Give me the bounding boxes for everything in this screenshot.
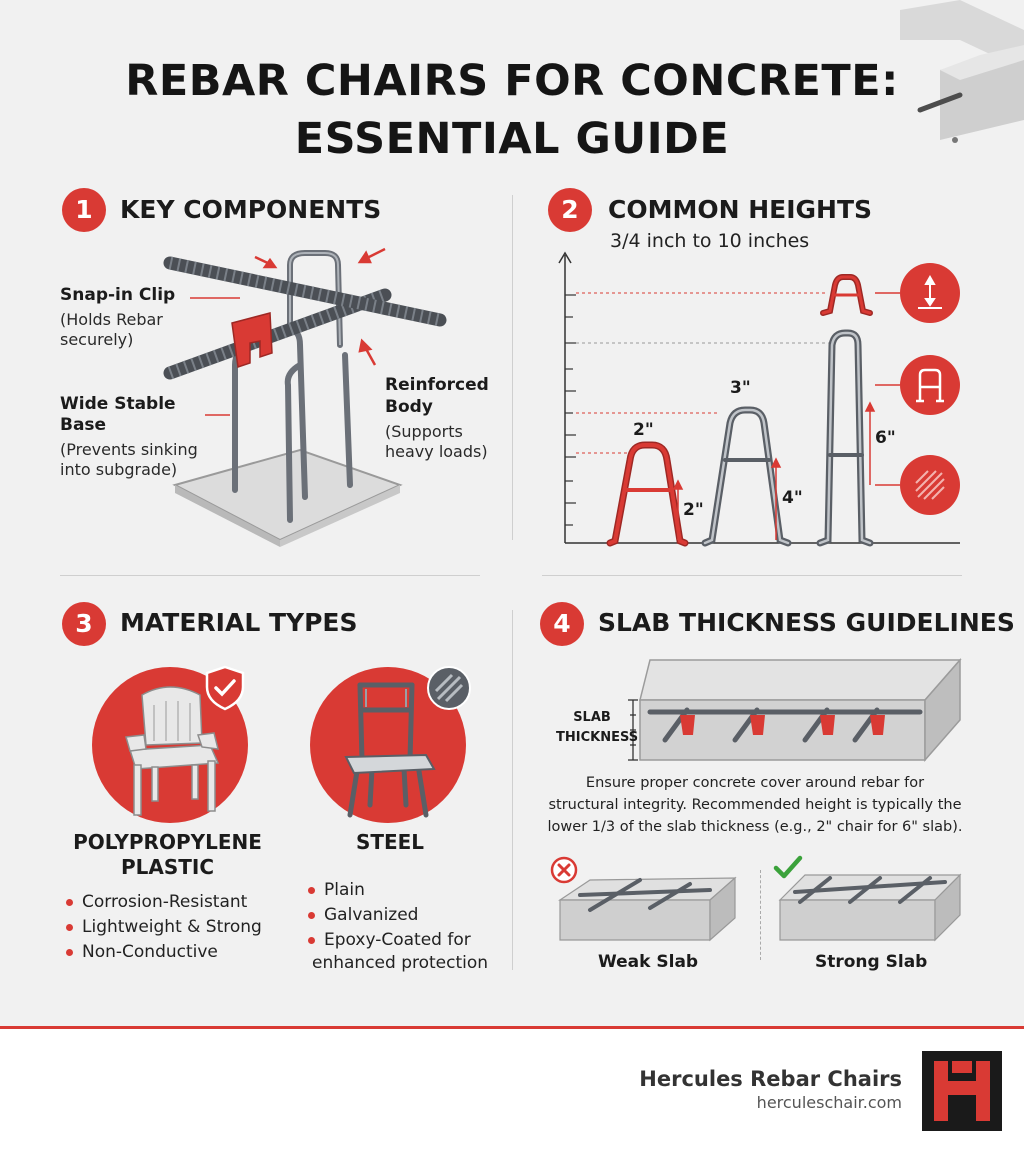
section-number-3: 3 [62, 602, 106, 646]
slab-thickness-label [556, 708, 639, 748]
base-desc-line1: (Prevents sinking [60, 440, 198, 459]
dim-tall-label: 6" [875, 428, 896, 448]
divider-vertical-bottom [512, 610, 513, 970]
chair-snap-clip [232, 313, 272, 367]
page-title [0, 52, 1024, 168]
divider-horizontal-right [542, 575, 962, 576]
section-title-heights: COMMON HEIGHTS [608, 195, 873, 224]
hatch-pattern-icon [900, 455, 960, 515]
weak-slab-illustration [550, 860, 740, 950]
body-label-line2: Body [385, 397, 433, 417]
slab-thickness-label-line1: SLAB [573, 710, 611, 725]
plastic-bullet-3: Non-Conductive [64, 940, 262, 965]
page-title-line2: ESSENTIAL GUIDE [294, 114, 730, 164]
section-number-4: 4 [540, 602, 584, 646]
x-mark-icon [550, 856, 578, 884]
clip-desc-line1: (Holds Rebar [60, 310, 163, 329]
steel-bullet-2: Galvanized [306, 903, 471, 928]
slab-cross-section [625, 655, 970, 770]
slab-note-line1: Ensure proper concrete cover around rebar for [585, 775, 925, 791]
check-mark-icon [772, 854, 804, 882]
dim-mid-label: 4" [782, 488, 803, 508]
plastic-bullet-2: Lightweight & Strong [64, 915, 262, 940]
page-title-line1: REBAR CHAIRS FOR CONCRETE: [125, 56, 899, 106]
chair-mid-label: 3" [730, 378, 751, 398]
footer-url[interactable]: herculeschair.com [756, 1093, 902, 1112]
plastic-name [60, 830, 275, 880]
shield-check-icon [203, 665, 247, 711]
section-number-2: 2 [548, 188, 592, 232]
steel-bullet-3-continued: enhanced protection [312, 953, 489, 973]
body-label-line1: Reinforced [385, 375, 489, 395]
footer-brand: Hercules Rebar Chairs [639, 1067, 902, 1091]
steel-bullets [306, 878, 471, 953]
plastic-name-line2: PLASTIC [120, 855, 215, 879]
section-number-1: 1 [62, 188, 106, 232]
slab-compare-divider [760, 870, 761, 960]
slab-thickness-label-line2: THICKNESS [556, 730, 639, 745]
section-title-components: KEY COMPONENTS [120, 195, 382, 224]
slab-note [540, 772, 970, 838]
divider-horizontal-left [60, 575, 480, 576]
steel-bullet-3: Epoxy-Coated for [306, 928, 471, 953]
heights-subtitle: 3/4 inch to 10 inches [610, 230, 810, 252]
base-desc-line2: into subgrade) [60, 460, 178, 479]
slab-note-line2: structural integrity. Recommended height is typically the [548, 797, 962, 813]
chair-frame-icon [900, 355, 960, 415]
hercules-logo-icon [922, 1051, 1002, 1131]
base-label-line2: Base [60, 415, 107, 435]
plastic-name-line1: POLYPROPYLENE [73, 830, 262, 854]
steel-bullet-1: Plain [306, 878, 471, 903]
clip-label: Snap-in Clip [60, 285, 176, 305]
weak-slab-label: Weak Slab [598, 952, 699, 972]
chair-small-label: 2" [633, 420, 654, 440]
steel-texture-icon [426, 665, 472, 711]
body-desc-line2: heavy loads) [385, 442, 488, 461]
plastic-bullet-1: Corrosion-Resistant [64, 890, 262, 915]
slab-note-line3: lower 1/3 of the slab thickness (e.g., 2" chair for 6" slab). [547, 819, 963, 835]
divider-vertical-top [512, 195, 513, 540]
body-desc-line1: (Supports [385, 422, 463, 441]
section-title-slab: SLAB THICKNESS GUIDELINES [598, 608, 1015, 637]
dim-small-label: 2" [683, 500, 704, 520]
height-arrow-icon [900, 263, 960, 323]
footer [0, 1026, 1024, 1154]
base-label-line1: Wide Stable [60, 394, 176, 414]
section-title-materials: MATERIAL TYPES [120, 608, 358, 637]
clip-desc-line2: securely) [60, 330, 134, 349]
strong-slab-label: Strong Slab [815, 952, 928, 972]
plastic-bullets [64, 890, 262, 965]
steel-name: STEEL [355, 830, 425, 854]
